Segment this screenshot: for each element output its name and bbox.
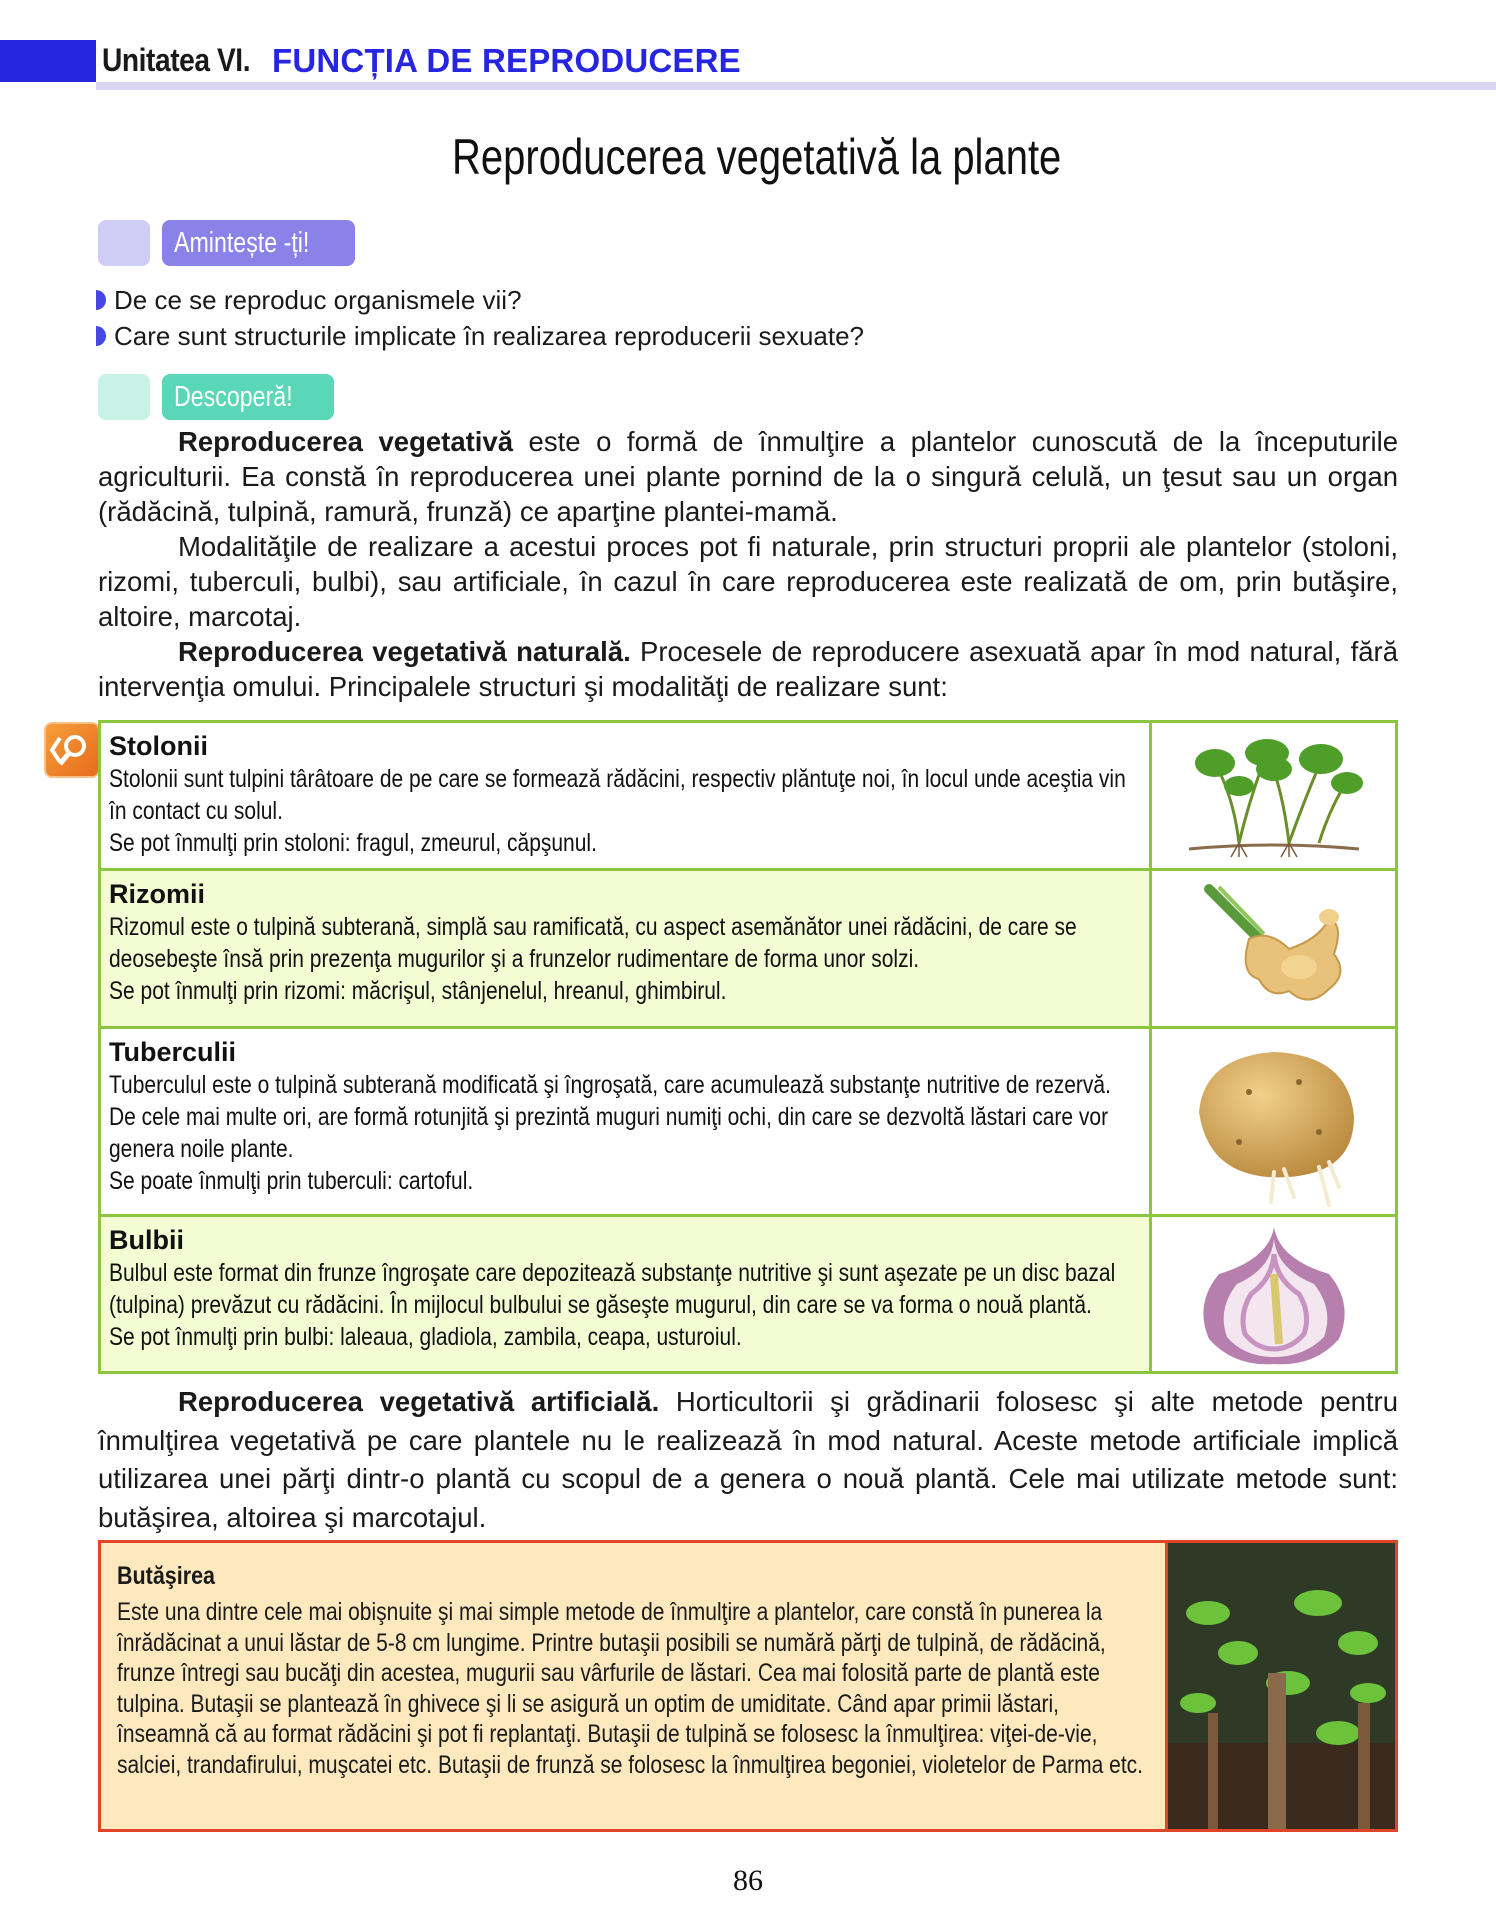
row-body: Rizomul este o tulpină subterană, simplă sau ramificată, cu aspect asemănător unei rădăcini, de care se deosebeşte însă prin prezenţa mugurilor şi a frunzelor rudimentare de forma unor solzi. Se pot înmulţi prin rizomi: măcrişul, stânjenelul, hreanul, ghimbirul. [109,913,1077,1005]
table-row [101,871,1395,1026]
discover-tag: Descoperă! [162,374,334,420]
row-title: Tuberculii [109,1037,237,1067]
list-item: Care sunt structurile implicate în realizarea reproducerii sexuate? [96,318,1396,354]
butasire-title: Butăşirea [117,1562,215,1590]
intro-paragraph-2: Modalităţile de realizare a acestui proces pot fi naturale, prin structuri proprii ale plantelor (stoloni, rizomi, tuberculi, bulbi), sau artificiale, în cazul în care reproducerea este realizată de om, prin butăşire, altoire, marcotaj. [98,531,1398,632]
onion-bulb-image [1149,1217,1395,1371]
row-text [101,723,1149,868]
table-row [101,1217,1395,1371]
magnifier-icon [44,722,100,778]
remember-tag: Amintește -ți! [162,220,355,266]
unit-title: FUNCȚIA DE REPRODUCERE [272,42,741,79]
natural-structures-table [98,720,1398,1374]
intro-paragraph-3: Reproducerea vegetativă naturală. Procesele de reproducere asexuată apar în mod natural, fără intervenţia omului. Principalele structuri şi modalităţi de realizare sunt: [98,636,1398,702]
page-number: 86 [733,1864,763,1897]
ginger-rhizome-image [1149,871,1395,1026]
bullet-icon [96,290,106,310]
butasire-text [101,1543,1165,1829]
row-text [101,1217,1149,1371]
unit-label: Unitatea VI. [102,42,251,78]
row-title: Rizomii [109,879,206,909]
page-title: Reproducerea vegetativă la plante [452,129,1062,185]
row-text [101,1029,1149,1214]
cuttings-photo-image [1165,1543,1395,1829]
remember-tag-square [98,220,150,266]
list-item: De ce se reproduc organismele vii? [96,282,1396,318]
row-title: Bulbii [109,1225,184,1255]
row-body: Stolonii sunt tulpini târâtoare de pe care se formează rădăcini, respectiv plăntuţe noi, în locul unde aceştia vin în contact cu solul. Se pot înmulţi prin stoloni: fragul, zmeurul, căpşunul. [109,765,1126,857]
potato-tuber-image [1149,1029,1395,1214]
header-accent-bar [0,40,96,82]
table-row [101,723,1395,868]
row-text [101,871,1149,1026]
row-body: Bulbul este format din frunze îngroşate care depozitează substanţe nutritive şi sunt aşezate pe un disc bazal (tulpina) prevăzut cu rădăcini. În mijlocul bulbului se găseşte mugurul, din care se va forma o nouă plantă. Se pot înmulţi prin bulbi: laleaua, gladiola, zambila, ceapa, usturoiul. [109,1259,1116,1351]
butasire-body: Este una dintre cele mai obişnuite şi mai simple metode de înmulţire a plantelor, care constă în punerea la înrădăcinat a unui lăstar de 5-8 cm lungime. Printre butaşii posibili se numără părţi de tulpină, de rădăcină, frunze întregi sau bucăţi din acestea, mugurii sau vârfurile de lăstari. Cea mai folosită parte de plantă este tulpina. Butaşii se plantează în ghivece şi li se asigură un optim de umiditate. Când apar primii lăstari, înseamnă că au format rădăcini şi pot fi replantaţi. Butaşii de tulpină se folosesc la înmulţirea: viţei-de-vie, salciei, trandafirului, muşcatei etc. Butaşii de frunză se folosesc la înmulţirea begoniei, violetelor de Parma etc. [117,1598,1144,1779]
bullet-icon [96,326,106,346]
strawberry-plant-image [1149,723,1395,868]
row-title: Stolonii [109,731,208,761]
discover-tag-square [98,374,150,420]
question-list [96,282,1396,354]
header-underline [96,82,1496,90]
row-body: Tuberculul este o tulpină subterană modificată şi îngroşată, care acumulează substanţe nutritive de rezervă. De cele mai multe ori, are formă rotunjită şi prezintă muguri numiţi ochi, din care se dezvoltă lăstari care vor genera noile plante. Se poate înmulţi prin tuberculi: cartoful. [109,1071,1111,1195]
butasire-box [98,1540,1398,1832]
intro-paragraph-1: Reproducerea vegetativă este o formă de înmulţire a plantelor cunoscută de la începuturile agriculturii. Ea constă în reproducerea unei plante pornind de la o singură celulă, un ţesut sau un organ (rădăcină, tulpină, ramură, frunză) ce aparţine plantei-mamă. [98,426,1398,527]
table-row [101,1029,1395,1214]
artificial-paragraph: Reproducerea vegetativă artificială. Horticultorii şi grădinarii folosesc şi alte metode pentru înmulţirea vegetativă pe care plantele nu le realizează în mod natural. Aceste metode artificiale implică utilizarea unei părţi dintr-o plantă cu scopul de a genera o nouă plantă. Cele mai utilizate metode sunt: butăşirea, altoirea şi marcotajul. [98,1386,1398,1533]
